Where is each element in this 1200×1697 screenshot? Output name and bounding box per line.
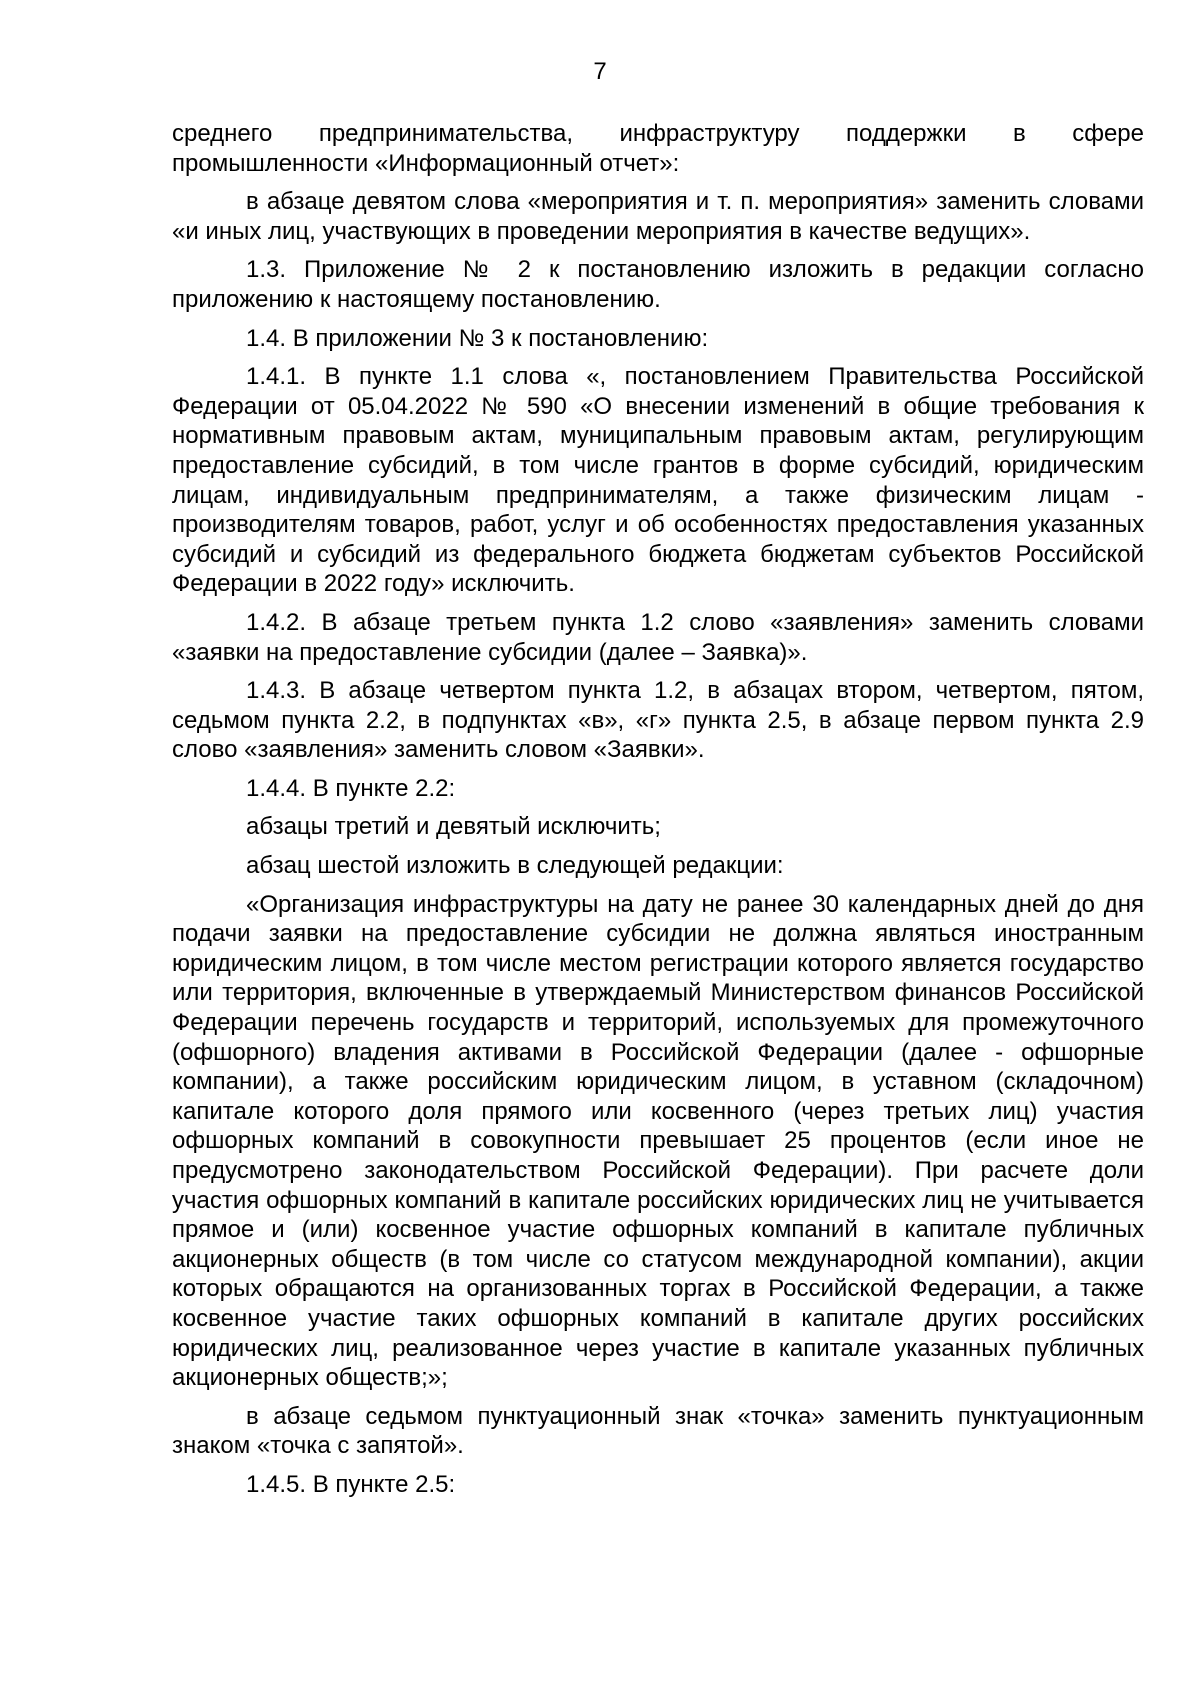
page-number: 7 [593,58,607,85]
paragraph-clause-1-4: 1.4. В приложении № 3 к постановлению: [246,324,709,352]
paragraph-quoted-text: «Организация инфраструктуры на дату не ранее 30 календарных дней до дня подачи заявки на предоставление субсидии не должна являться иностранным юридическим лицом, в том числе местом регистрации которого является государство или территория, включенные в утверждаемый Министерством финансов Российской Федерации перечень государств и территорий, используемых для промежуточного (офшорного) владения активами в Российской Федерации (далее - офшорные компании), а также российским юридическим лицом, в уставном (складочном) капитале которого доля прямого или косвенного (через третьих лиц) участия офшорных компаний в совокупности превышает 25 процентов (если иное не предусмотрено законодательством Российской Федерации). При расчете доли участия офшорных компаний в капитале российских юридических лиц не учитывается прямое и (или) косвенное участие офшорных компаний в капитале публичных акционерных обществ (в том числе со статусом международной компании), акции которых обращаются на организованных торгах в Российской Федерации, а также косвенное участие таких офшорных компаний в капитале других российских юридических лиц, реализованное через участие в капитале указанных публичных акционерных обществ;»; [172,890,1144,1392]
paragraph: абзацы третий и девятый исключить; [246,813,661,841]
paragraph-clause-1-4-3: 1.4.3. В абзаце четвертом пункта 1.2, в абзацах втором, четвертом, пятом, седьмом пункта 2.2, в подпунктах «в», «г» пункта 2.5, в абзаце первом пункта 2.9 слово «заявления» заменить словом «Заявки». [172,677,1144,764]
paragraph: в абзаце девятом слова «мероприятия и т. п. мероприятия» заменить словами «и иных лиц, участвующих в проведении мероприятия в качестве ведущих». [172,188,1144,245]
paragraph-clause-1-4-2: 1.4.2. В абзаце третьем пункта 1.2 слово «заявления» заменить словами «заявки на предоставление субсидии (далее – Заявка)». [172,608,1144,666]
document-body [172,119,1144,1500]
paragraph: в абзаце седьмом пунктуационный знак «точка» заменить пунктуационным знаком «точка с запятой». [172,1402,1144,1460]
paragraph: абзац шестой изложить в следующей редакции: [246,852,784,880]
paragraph-clause-1-4-4: 1.4.4. В пункте 2.2: [246,774,456,802]
paragraph-clause-1-4-1: 1.4.1. В пункте 1.1 слова «, постановлением Правительства Российской Федерации от 05.04.2022 № 590 «О внесении изменений в общие требования к нормативным правовым актам, муниципальным правовым актам, регулирующим предоставление субсидий, в том числе грантов в форме субсидий, юридическим лицам, индивидуальным предпринимателям, а также физическим лицам - производителям товаров, работ, услуг и об особенностях предоставления указанных субсидий и субсидий из федерального бюджета бюджетам субъектов Российской Федерации в 2022 году» исключить. [172,363,1144,598]
paragraph-clause-1-4-5: 1.4.5. В пункте 2.5: [246,1470,456,1498]
paragraph-continuation: среднего предпринимательства, инфраструктуру поддержки в сфере промышленности «Информационный отчет»: [172,120,1144,177]
paragraph-clause-1-3: 1.3. Приложение № 2 к постановлению изложить в редакции согласно приложению к настоящему постановлению. [172,256,1144,313]
